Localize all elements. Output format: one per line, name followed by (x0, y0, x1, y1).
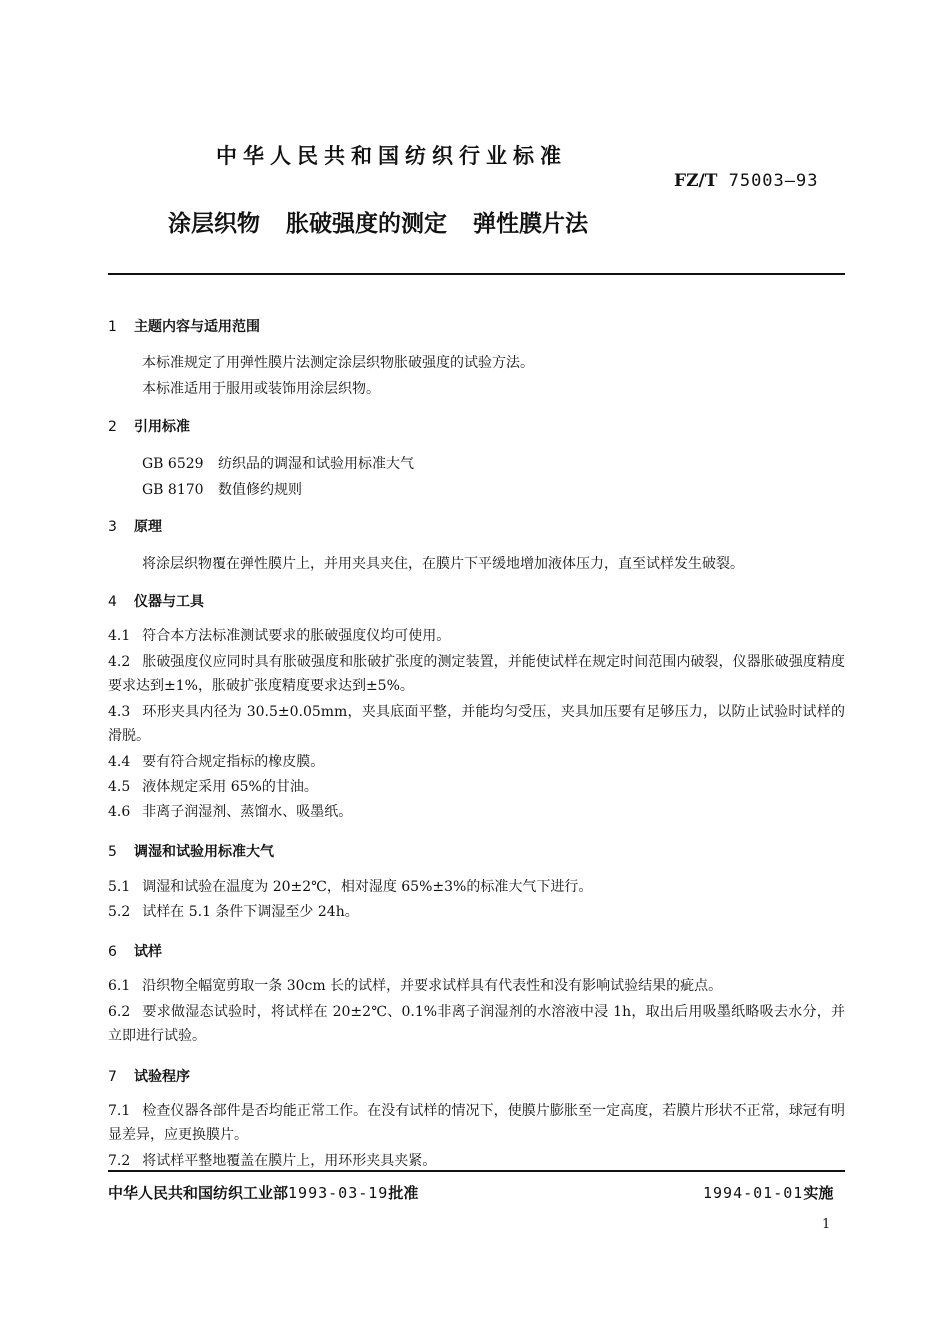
section-title: 主题内容与适用范围 (134, 319, 260, 335)
reference-item (142, 453, 414, 473)
clause-text: 要有符合规定指标的橡皮膜。 (142, 754, 325, 770)
section-number: 3 (108, 519, 117, 535)
reference-text: 数值修约规则 (218, 482, 302, 498)
clause-text: 沿织物全幅宽剪取一条 30cm 长的试样，并要求试样具有代表性和没有影响试验结果的疵点。 (142, 978, 723, 994)
clause-5-1 (108, 875, 845, 899)
clause-4-6 (108, 800, 845, 824)
section-number: 4 (108, 594, 117, 610)
section-title: 原理 (134, 519, 162, 535)
clause-number: 7.1 (108, 1103, 131, 1119)
standard-code-prefix: FZ/T (674, 171, 718, 191)
section-7-heading (108, 1066, 190, 1086)
clause-text: 环形夹具内径为 30.5±0.05mm，夹具底面平整，并能均匀受压，夹具加压要有足够压力，以防止试验时试样的滑脱。 (108, 704, 845, 744)
clause-number: 7.2 (108, 1153, 131, 1169)
section-number: 2 (108, 419, 117, 435)
reference-item (142, 479, 302, 499)
document-title (168, 205, 614, 238)
approval-date: 1993-03-19 (288, 1184, 389, 1202)
reference-code: GB 6529 (142, 456, 204, 472)
clause-number: 6.1 (108, 978, 131, 994)
clause-number: 4.6 (108, 804, 131, 820)
clause-text: 符合本方法标准测试要求的胀破强度仪均可使用。 (142, 628, 451, 644)
section-4-heading (108, 591, 204, 611)
bottom-divider (108, 1170, 845, 1172)
clause-5-2 (108, 900, 845, 924)
section-6-heading (108, 941, 162, 961)
approval-line (108, 1182, 418, 1203)
clause-number: 5.1 (108, 879, 131, 895)
top-divider (108, 273, 845, 275)
section-title: 试验程序 (134, 1069, 190, 1085)
clause-text: 将试样平整地覆盖在膜片上，用环形夹具夹紧。 (142, 1153, 437, 1169)
section-title: 试样 (134, 944, 162, 960)
reference-code: GB 8170 (142, 482, 204, 498)
effective-date: 1994-01-01 (703, 1184, 804, 1202)
title-part-1: 涂层织物 (168, 211, 260, 237)
clause-4-2 (108, 650, 845, 698)
section-3-heading (108, 516, 162, 536)
clause-number: 4.2 (108, 654, 131, 670)
effective-line (703, 1182, 833, 1203)
clause-7-1 (108, 1099, 845, 1147)
effective-label: 实施 (803, 1184, 834, 1202)
section-1-paragraph-1: 本标准规定了用弹性膜片法测定涂层织物胀破强度的试验方法。 (142, 355, 534, 371)
section-title: 仪器与工具 (134, 594, 204, 610)
section-title: 引用标准 (134, 419, 190, 435)
clause-text: 调湿和试验在温度为 20±2℃，相对湿度 65%±3%的标准大气下进行。 (142, 879, 593, 895)
clause-number: 4.4 (108, 754, 131, 770)
approver: 中华人民共和国纺织工业部 (108, 1184, 289, 1202)
page-number: 1 (822, 1217, 831, 1232)
clause-number: 4.5 (108, 779, 131, 795)
clause-number: 5.2 (108, 904, 131, 920)
clause-6-2 (108, 1000, 845, 1048)
org-title: 中华人民共和国纺织行业标准 (216, 144, 567, 168)
title-part-2: 胀破强度的测定 (286, 211, 447, 237)
clause-text: 液体规定采用 65%的甘油。 (142, 779, 318, 795)
standard-code-number: 75003—93 (728, 171, 819, 191)
section-1-heading (108, 316, 260, 336)
section-number: 5 (108, 844, 117, 860)
approval-label: 批准 (388, 1184, 419, 1202)
title-part-3: 弹性膜片法 (473, 211, 588, 237)
clause-4-5 (108, 775, 845, 799)
section-5-heading (108, 841, 274, 861)
clause-text: 检查仪器各部件是否均能正常工作。在没有试样的情况下，使膜片膨胀至一定高度，若膜片形状不正常，球冠有明显差异，应更换膜片。 (108, 1103, 845, 1143)
clause-4-3 (108, 700, 845, 748)
section-title: 调湿和试验用标准大气 (134, 844, 274, 860)
clause-4-1 (108, 624, 845, 648)
clause-4-4 (108, 750, 845, 774)
section-3-paragraph: 将涂层织物覆在弹性膜片上，并用夹具夹住，在膜片下平缓地增加液体压力，直至试样发生破裂。 (142, 556, 744, 572)
clause-text: 试样在 5.1 条件下调湿至少 24h。 (142, 904, 359, 920)
clause-6-1 (108, 974, 845, 998)
clause-number: 6.2 (108, 1004, 131, 1020)
clause-number: 4.1 (108, 628, 131, 644)
standard-code (674, 171, 818, 191)
section-1-paragraph-2: 本标准适用于服用或装饰用涂层织物。 (142, 381, 380, 397)
section-number: 6 (108, 944, 117, 960)
clause-number: 4.3 (108, 704, 131, 720)
clause-text: 胀破强度仪应同时具有胀破强度和胀破扩张度的测定装置，并能使试样在规定时间范围内破裂，仪器胀破强度精度要求达到±1%，胀破扩张度精度要求达到±5%。 (108, 654, 845, 694)
section-number: 1 (108, 319, 117, 335)
clause-text: 要求做湿态试验时，将试样在 20±2℃、0.1%非离子润湿剂的水溶液中浸 1h，取出后用吸墨纸略吸去水分，并立即进行试验。 (108, 1004, 845, 1044)
section-number: 7 (108, 1069, 117, 1085)
reference-text: 纺织品的调湿和试验用标准大气 (218, 456, 414, 472)
section-2-heading (108, 416, 190, 436)
clause-text: 非离子润湿剂、蒸馏水、吸墨纸。 (142, 804, 353, 820)
